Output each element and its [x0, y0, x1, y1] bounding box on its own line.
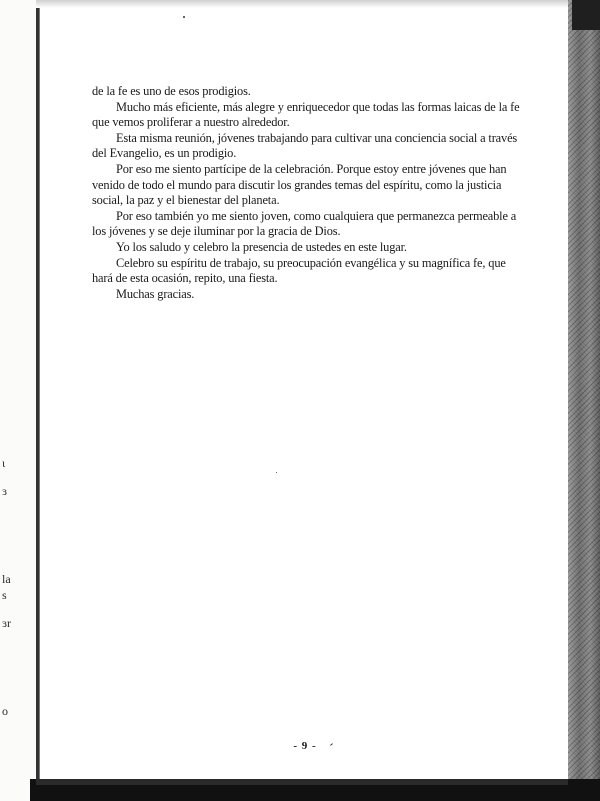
margin-fragment: la: [2, 572, 11, 586]
paragraph: Muchas gracias.: [116, 286, 195, 301]
page-number: - 9 -: [293, 740, 317, 752]
scanner-corner: [572, 0, 600, 30]
paragraph: Celebro su espíritu de trabajo, su preocupación evangélica y su magnífica fe, que hará de esta ocasión, repito, una fiesta.: [92, 255, 506, 286]
margin-fragment: o: [2, 704, 8, 718]
margin-fragment: ɜ: [2, 484, 8, 498]
paragraph: Mucho más eficiente, más alegre y enriquecedor que todas las formas laicas de la fe que vemos proliferar a nuestro alrededor.: [92, 99, 520, 130]
margin-fragment: ι: [2, 456, 6, 470]
paragraph: Yo los saludo y celebro la presencia de ustedes en este lugar.: [116, 239, 407, 254]
margin-fragment: s: [2, 588, 7, 602]
previous-page-margin: [0, 0, 36, 801]
paragraph: de la fe es uno de esos prodigios.: [92, 84, 251, 98]
scan-speck: [183, 16, 185, 18]
scanner-right-border: [568, 0, 600, 801]
paragraph: Por eso me siento partícipe de la celebración. Porque estoy entre jóvenes que han venido de todo el mundo para discutir los grandes temas del espíritu, como la justicia social, la paz y el bienestar del planeta.: [92, 161, 507, 208]
page-top-edge: [36, 0, 568, 8]
scan-speck: [276, 472, 277, 473]
paragraph: Por eso también yo me siento joven, como cualquiera que permanezca permeable a los jóvenes y se deje iluminar por la gracia de Dios.: [92, 208, 517, 239]
margin-fragment: ɜr: [2, 616, 12, 630]
page-bottom-shadow: [36, 779, 568, 785]
paragraph: Esta misma reunión, jóvenes trabajando para cultivar una conciencia social a través del Evangelio, es un prodigio.: [92, 130, 518, 161]
body-text: [92, 84, 522, 302]
